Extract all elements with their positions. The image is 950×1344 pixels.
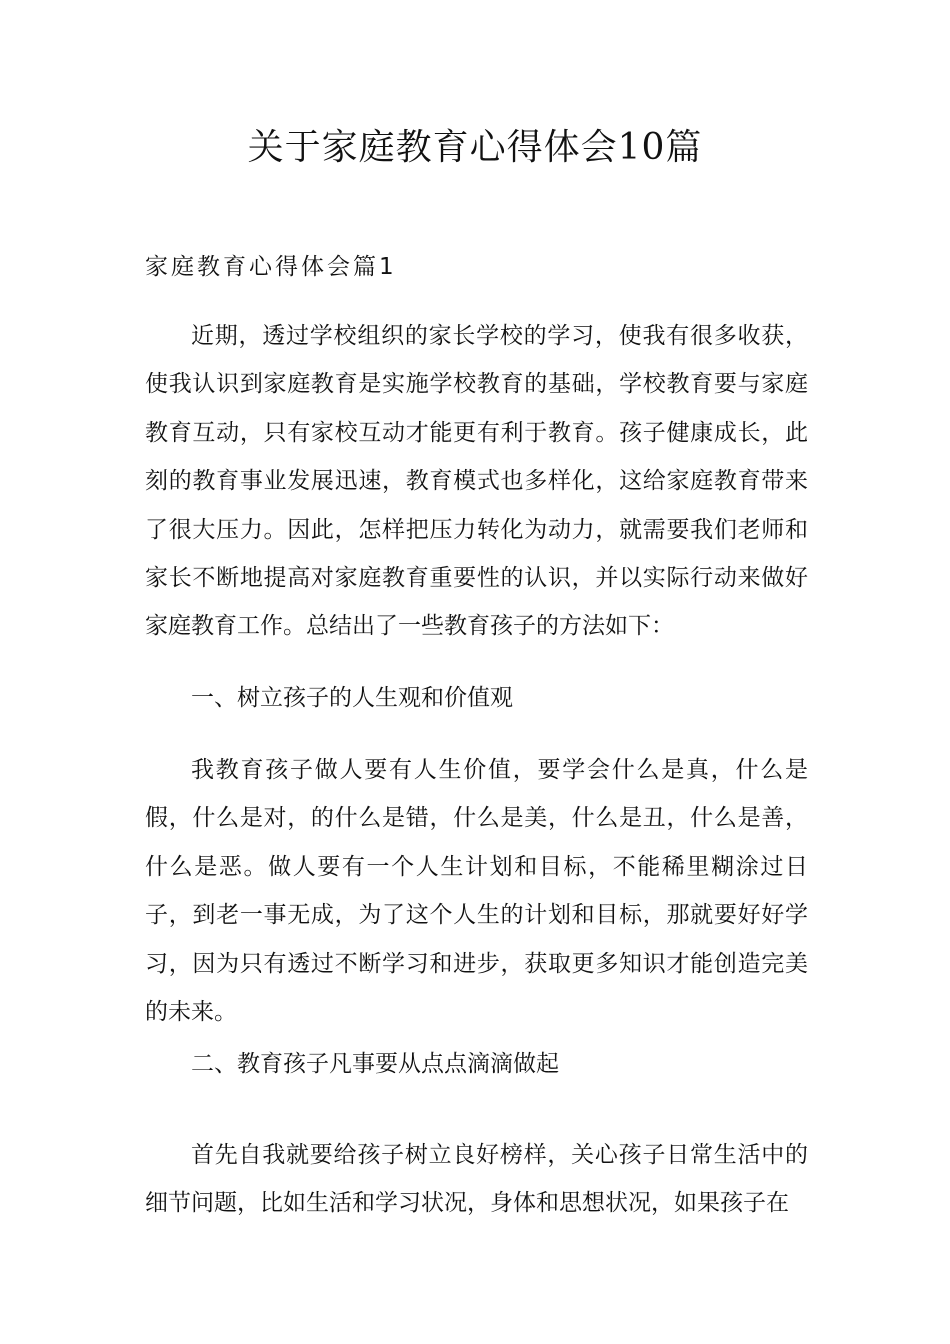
paragraph-3: 首先自我就要给孩子树立良好榜样，关心孩子日常生活中的细节问题，比如生活和学习状况，身体和思想状况，如果孩子在 [145,1142,808,1217]
paragraph-1: 近期，透过学校组织的家长学校的学习，使我有很多收获，使我认识到家庭教育是实施学校教育的基础，学校教育要与家庭教育互动，只有家校互动才能更有利于教育。孩子健康成长，此刻的教育事业发展迅速，教育模式也多样化，这给家庭教育带来了很大压力。因此，怎样把压力转化为动力，就需要我们老师和家长不断地提高对家庭教育重要性的认识，并以实际行动来做好家庭教育工作。总结出了一些教育孩子的方法如下： [145,323,808,640]
subheading-2: 二、教育孩子凡事要从点点滴滴做起 [191,1051,559,1077]
paragraph-2: 我教育孩子做人要有人生价值，要学会什么是真，什么是假，什么是对，的什么是错，什么是美，什么是丑，什么是善，什么是恶。做人要有一个人生计划和目标，不能稀里糊涂过日子，到老一事无成，为了这个人生的计划和目标，那就要好好学习，因为只有透过不断学习和进步，获取更多知识才能创造完美的未来。 [145,757,808,1026]
subheading-1: 一、树立孩子的人生观和价值观 [191,685,513,711]
document-title: 关于家庭教育心得体会10篇 [247,127,703,168]
section-heading: 家庭教育心得体会篇1 [145,254,397,280]
